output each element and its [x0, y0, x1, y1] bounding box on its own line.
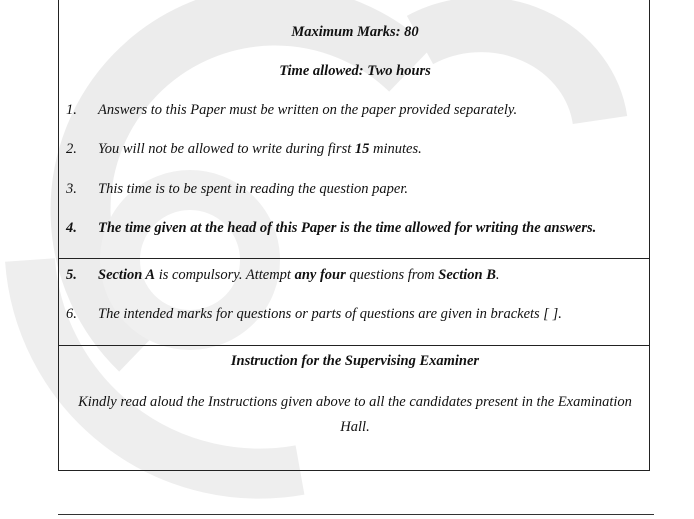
- instruction-text: Answers to this Paper must be written on the paper provided separately.: [98, 102, 518, 118]
- instruction-5: [66, 267, 500, 284]
- section-b-label: Section B: [438, 267, 496, 283]
- instruction-text: The intended marks for questions or parts of questions are given in brackets [ ].: [98, 306, 562, 322]
- supervisor-box: [58, 345, 650, 471]
- instruction-text: This time is to be spent in reading the question paper.: [98, 181, 408, 197]
- instruction-text-bold: 15: [354, 141, 370, 157]
- maximum-marks: Maximum Marks: 80: [291, 24, 419, 40]
- footer-rule: [58, 514, 654, 515]
- instruction-text-pre: You will not be allowed to write during first: [98, 141, 355, 157]
- instruction-1: [66, 102, 517, 119]
- instructions-box-top: [58, 0, 650, 259]
- instructions-box-middle: [58, 258, 650, 346]
- any-four-label: any four: [294, 267, 346, 283]
- instruction-2: [66, 141, 422, 158]
- instruction-number: 3.: [66, 181, 77, 197]
- section-a-label: Section A: [98, 267, 156, 283]
- instruction-4: [66, 220, 596, 237]
- instruction-3: [66, 181, 408, 198]
- instruction-6: [66, 306, 562, 323]
- instruction-number: 4.: [66, 220, 77, 236]
- instruction-text: is compulsory. Attempt: [155, 267, 295, 283]
- instruction-text: questions from: [345, 267, 439, 283]
- instruction-text: The time given at the head of this Paper is the time allowed for writing the answers.: [98, 220, 597, 236]
- instruction-text: .: [495, 267, 500, 283]
- supervisor-heading: Instruction for the Supervising Examiner: [230, 353, 480, 369]
- supervisor-text: Kindly read aloud the Instructions given above to all the candidates present in the Examination Hall.: [78, 394, 632, 435]
- time-allowed: Time allowed: Two hours: [279, 63, 431, 79]
- instruction-number: 2.: [66, 141, 77, 157]
- instruction-number: 1.: [66, 102, 77, 118]
- instruction-number: 6.: [66, 306, 77, 322]
- instruction-number: 5.: [66, 267, 77, 283]
- instruction-text-post: minutes.: [369, 141, 422, 157]
